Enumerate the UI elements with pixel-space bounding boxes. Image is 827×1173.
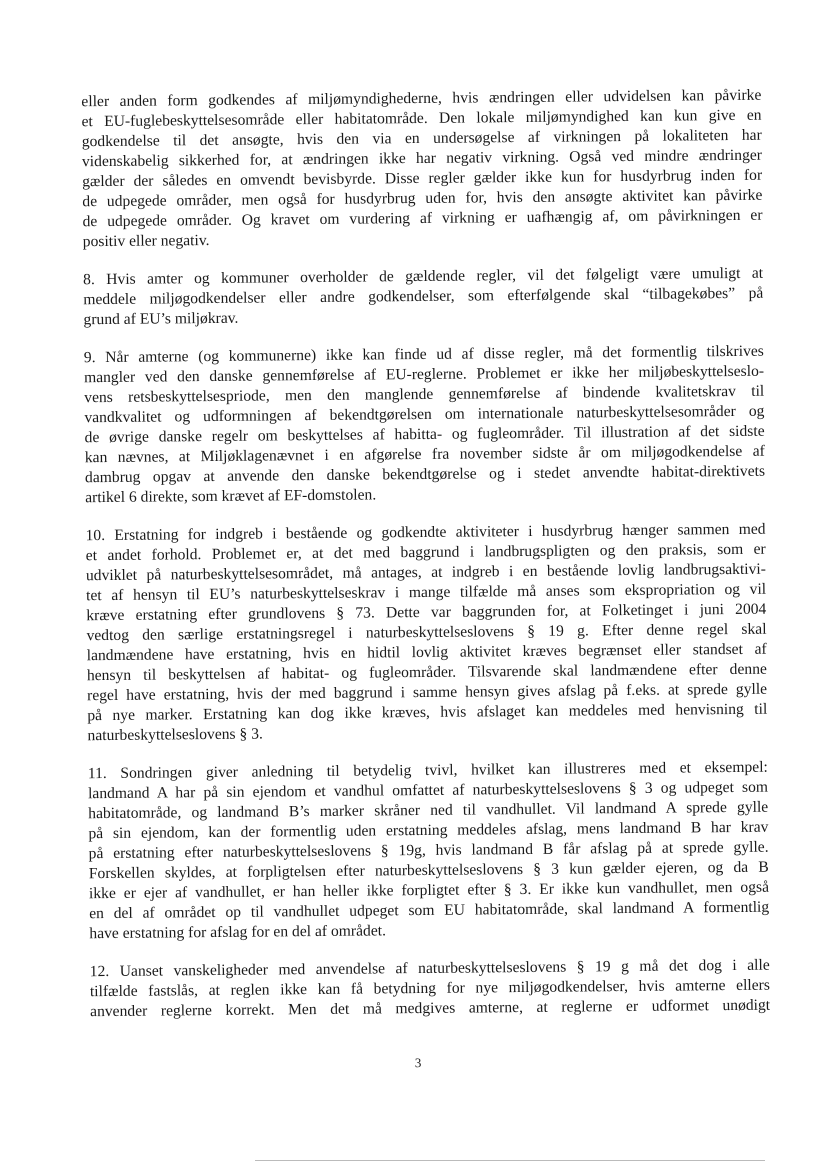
text-line: dambrug opgav at anvende den danske bekendtgørelse og i stedet anvendte habitat-direktivets [84,462,766,487]
text-line: 12. Uanset vanskeligheder med anvendelse af naturbeskyttelseslovens § 19 g må det dog i alle [89,956,770,981]
text-line: regel have erstatning, hvis der med baggrund i samme hensyn gives afslag på f.eks. at sprede gylle [87,680,768,705]
text-line: landmand A har på sin ejendom et vandhul omfattet af naturbeskyttelseslovens § 3 og udpeget som [87,778,769,803]
text-line: kan nævnes, at Miljøklagenævnet i en afgørelse fra november sidste år om miljøgodkendelse af [84,442,765,467]
text-line: 10. Erstatning for indgreb i bestående og godkendte aktiviteter i husdyrbrug hænger sammen med [85,520,766,545]
paragraph-11 [88,758,770,945]
text-line: tilfælde fastslås, at reglen ikke kan få betydning for nye miljøgodkendelser, hvis amterne ellers [89,976,770,1001]
text-line: godkendelse til det ansøgte, hvis den via en undersøgelse af virkningen på lokaliteten har [81,126,762,151]
text-line: habitatområde, og landmand B’s marker skråner ned til vandhullet. Vil landmand A sprede gylle [88,798,769,823]
paragraph-continuation [81,86,763,253]
text-line: udviklet på naturbeskyttelsesområdet, må antages, at indgreb i en bestående lovlig landbrugsaktivi- [85,560,766,585]
text-line: artikel 6 direkte, som krævet af EF-domstolen. [85,486,377,507]
text-line: de øvrige danske regelr om beskyttelses af habitta- og fugleområder. Til illustration af det sidste [84,422,765,447]
text-line: positiv eller negativ. [82,232,210,251]
text-line: vedtog den særlige erstatningsregel i naturbeskyttelseslovens § 19 g. Efter denne regel skal [86,620,767,645]
paragraph-9 [84,342,766,509]
text-line: de udpegede områder, men også for husdyrbrug uden for, hvis den ansøgte aktivitet kan påvirke [82,186,763,211]
text-line: de udpegede områder. Og kravet om vurdering af virkning er uafhængig af, om påvirkningen er [82,206,763,231]
text-line: meddele miljøgodkendelser eller andre godkendelser, som efterfølgende skal “tilbagekøbes” på [83,284,764,309]
document-body [81,86,770,1040]
text-line: på nye marker. Erstatning kan dog ikke kræves, hvis afslaget kan meddeles med henvisning til [87,700,768,725]
text-line: hensyn til beskyttelsen af habitat- og fugleområder. Tilsvarende skal landmændene efter denne [86,660,767,685]
paragraph-8 [83,264,764,331]
paragraph-12 [90,956,771,1023]
text-line: på erstatning efter naturbeskyttelseslovens § 19g, hvis landmand B får afslag på at sprede gylle. [88,838,769,863]
text-line: 9. Når amterne (og kommunerne) ikke kan finde ud af disse regler, må det formentlig tilskrives [83,342,764,367]
text-line: 11. Sondringen giver anledning til betydelig tvivl, hvilket kan illustreres med et eksempel: [87,758,768,783]
text-line: have erstatning for afslag for en del af området. [89,922,387,943]
text-line: ikke er ejer af vandhullet, er han heller ikke forpligtet efter § 3. Er ikke kun vandhullet, men også [88,878,770,903]
text-line: vens retsbeskyttelsespriode, men den manglende gennemførelse af bindende kvalitetskrav til [84,382,765,407]
paragraph-10 [85,520,767,747]
text-line: mangler ved den danske gennemførelse af EU-reglerne. Problemet er ikke her miljøbeskyttelseslo- [83,362,765,387]
footer-rule [255,1160,765,1161]
text-line: gælder der således en omvendt bevisbyrde. Disse regler gælder ikke kun for husdyrbrug inden for [82,166,763,191]
text-line: på sin ejendom, kan der formentlig uden erstatning meddeles afslag, mens landmand B har krav [88,818,769,843]
text-line: et andet forhold. Problemet er, at det med baggrund i landbrugspligten og den praksis, som er [85,540,766,565]
text-line: vandkvalitet og udformningen af bekendtgørelsen om internationale naturbeskyttelsesområder og [84,402,765,427]
text-line: landmændene have erstatning, hvis en hidtil lovlig aktivitet kræves begrænset eller standset af [86,640,767,665]
text-line: grund af EU’s miljøkrav. [83,309,239,329]
text-line: anvender reglerne korrekt. Men det må medgives amterne, at reglerne er udformet unødigt [90,996,771,1021]
text-line: kræve erstatning efter grundlovens § 73. Dette var baggrunden for, at Folketinget i juni 2004 [86,600,767,625]
text-line: videnskabelig sikkerhed for, at ændringen ikke har negativ virkning. Også ved mindre ændringer [81,146,763,171]
text-line: Forskellen skyldes, at forpligtelsen efter naturbeskyttelseslovens § 3 kun gælder ejeren, og da B [88,858,769,883]
text-line: en del af området op til vandhullet udpeget som EU habitatområde, skal landmand A formentlig [89,898,770,923]
text-line: et EU-fuglebeskyttelsesområde eller habitatområde. Den lokale miljømyndighed kan kun give en [81,106,762,131]
page-number: 3 [414,1055,422,1071]
text-line: naturbeskyttelseslovens § 3. [87,725,263,745]
text-line: eller anden form godkendes af miljømyndighederne, hvis ændringen eller udvidelsen kan påvirke [81,86,762,111]
text-line: tet af hensyn til EU’s naturbeskyttelseskrav i mange tilfælde må anses som ekspropriation og vil [86,580,767,605]
text-line: 8. Hvis amter og kommuner overholder de gældende regler, vil det følgeligt være umuligt at [83,264,764,289]
